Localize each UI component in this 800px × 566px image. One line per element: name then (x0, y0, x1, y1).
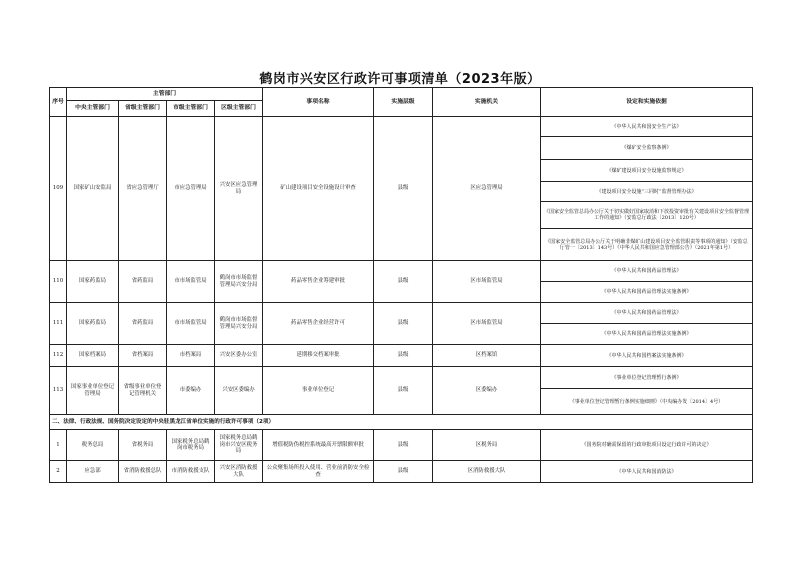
cell-level: 县级 (374, 117, 433, 261)
cell-basis: 《国务院对确需保留的行政审批项目设定行政许可的决定》 (541, 430, 753, 461)
table-row (50, 461, 753, 483)
table-row (50, 303, 753, 324)
cell-agency: 区市场监管局 (433, 261, 541, 303)
cell-city: 国家税务总局鹤岗市税务局 (167, 430, 215, 461)
cell-level: 县级 (374, 367, 433, 415)
header-seq: 序号 (50, 88, 67, 117)
cell-central: 国家药监局 (67, 303, 119, 345)
table-row (50, 117, 753, 137)
cell-basis: 《国家安全监管总局办公厅关于明确非煤矿山建设项目安全监管职责等事项的通知》（安监总厅管一〔2013〕143号）《中华人民共和国应急管理部公告》（2021年第1号） (541, 229, 753, 261)
cell-basis: 《国家安全监管总局办公厅关于切实做好国家取消和下放投资审批有关建设项目安全监督管理工作的通知》（安监总厅政法〔2013〕120号） (541, 202, 753, 229)
table-row (50, 367, 753, 389)
cell-basis: 《事业单位登记管理暂行条例》 (541, 367, 753, 389)
cell-level: 县级 (374, 303, 433, 345)
cell-central: 国家药监局 (67, 261, 119, 303)
cell-item: 药品零售企业经营许可 (263, 303, 374, 345)
cell-city: 市应急管理局 (167, 117, 215, 261)
cell-basis: 《煤矿安全监察条例》 (541, 137, 753, 160)
header-basis: 设定和实施依据 (541, 88, 753, 117)
cell-level: 县级 (374, 430, 433, 461)
section-title: 二、法律、行政法规、国务院决定设定的中央驻黑龙江省单位实施的行政许可事项（2项） (50, 415, 753, 430)
header-district: 区级主管部门 (215, 101, 263, 117)
cell-province: 省级事业单位登记管理机关 (119, 367, 167, 415)
cell-basis: 《中华人民共和国药品管理法》 (541, 261, 753, 282)
cell-agency: 区税务局 (433, 430, 541, 461)
cell-basis: 《事业单位登记管理暂行条例实施细则》（中央编办发〔2014〕4号） (541, 389, 753, 415)
cell-basis: 《中华人民共和国药品管理法实施条例》 (541, 282, 753, 303)
cell-city: 市档案局 (167, 345, 215, 367)
cell-district: 鹤岗市市场监督管理局兴安分局 (215, 261, 263, 303)
table-row (50, 261, 753, 282)
header-item: 事项名称 (263, 88, 374, 117)
cell-basis: 《建设项目安全设施“三同时”监督管理办法》 (541, 182, 753, 202)
cell-province: 省药监局 (119, 303, 167, 345)
cell-province: 省税务局 (119, 430, 167, 461)
cell-central: 税务总局 (67, 430, 119, 461)
section-row (50, 415, 753, 430)
cell-city: 市委编办 (167, 367, 215, 415)
cell-central: 国家矿山安监局 (67, 117, 119, 261)
cell-level: 县级 (374, 461, 433, 483)
cell-item: 矿山建设项目安全设施设计审查 (263, 117, 374, 261)
cell-agency: 区应急管理局 (433, 117, 541, 261)
cell-item: 延期移交档案审批 (263, 345, 374, 367)
cell-agency: 区委编办 (433, 367, 541, 415)
cell-seq: 113 (50, 367, 67, 415)
cell-province: 省药监局 (119, 261, 167, 303)
header-province: 省级主管部门 (119, 101, 167, 117)
cell-city: 市市场监管局 (167, 261, 215, 303)
header-level: 实施层级 (374, 88, 433, 117)
cell-seq: 112 (50, 345, 67, 367)
cell-item: 增值税防伪税控系统最高开票限额审批 (263, 430, 374, 461)
cell-seq: 1 (50, 430, 67, 461)
cell-agency: 区消防救援大队 (433, 461, 541, 483)
cell-level: 县级 (374, 345, 433, 367)
cell-basis: 《中华人民共和国药品管理法》 (541, 303, 753, 324)
cell-district: 兴安区消防救援大队 (215, 461, 263, 483)
header-dept-group: 主管部门 (67, 88, 263, 101)
cell-item: 事业单位登记 (263, 367, 374, 415)
cell-basis: 《中华人民共和国安全生产法》 (541, 117, 753, 137)
header-central: 中央主管部门 (67, 101, 119, 117)
cell-province: 省档案局 (119, 345, 167, 367)
cell-agency: 区市场监管局 (433, 303, 541, 345)
cell-district: 鹤岗市市场监督管理局兴安分局 (215, 303, 263, 345)
cell-item: 公众聚集场所投入使用、营业前消防安全检查 (263, 461, 374, 483)
cell-seq: 110 (50, 261, 67, 303)
cell-district: 兴安区委编办 (215, 367, 263, 415)
header-row-1 (50, 88, 753, 101)
cell-province: 省应急管理厅 (119, 117, 167, 261)
page-title: 鹤岗市兴安区行政许可事项清单（2023年版） (259, 72, 541, 87)
cell-seq: 111 (50, 303, 67, 345)
cell-basis: 《煤矿建设项目安全设施监察规定》 (541, 160, 753, 182)
table-row (50, 430, 753, 461)
cell-central: 国家档案局 (67, 345, 119, 367)
cell-city: 市市场监管局 (167, 303, 215, 345)
permit-table (49, 87, 753, 483)
cell-city: 市消防救援支队 (167, 461, 215, 483)
table-row (50, 345, 753, 367)
cell-district: 兴安区应急管理局 (215, 117, 263, 261)
header-agency: 实施机关 (433, 88, 541, 117)
cell-basis: 《中华人民共和国档案法实施条例》 (541, 345, 753, 367)
cell-central: 国家事业单位登记管理局 (67, 367, 119, 415)
header-city: 市级主管部门 (167, 101, 215, 117)
cell-district: 国家税务总局鹤岗市兴安区税务局 (215, 430, 263, 461)
cell-central: 应急部 (67, 461, 119, 483)
cell-seq: 2 (50, 461, 67, 483)
cell-province: 省消防救援总队 (119, 461, 167, 483)
cell-agency: 区档案馆 (433, 345, 541, 367)
cell-basis: 《中华人民共和国消防法》 (541, 461, 753, 483)
cell-district: 兴安区委办公室 (215, 345, 263, 367)
cell-seq: 109 (50, 117, 67, 261)
cell-item: 药品零售企业筹建审批 (263, 261, 374, 303)
cell-level: 县级 (374, 261, 433, 303)
cell-basis: 《中华人民共和国药品管理法实施条例》 (541, 324, 753, 345)
